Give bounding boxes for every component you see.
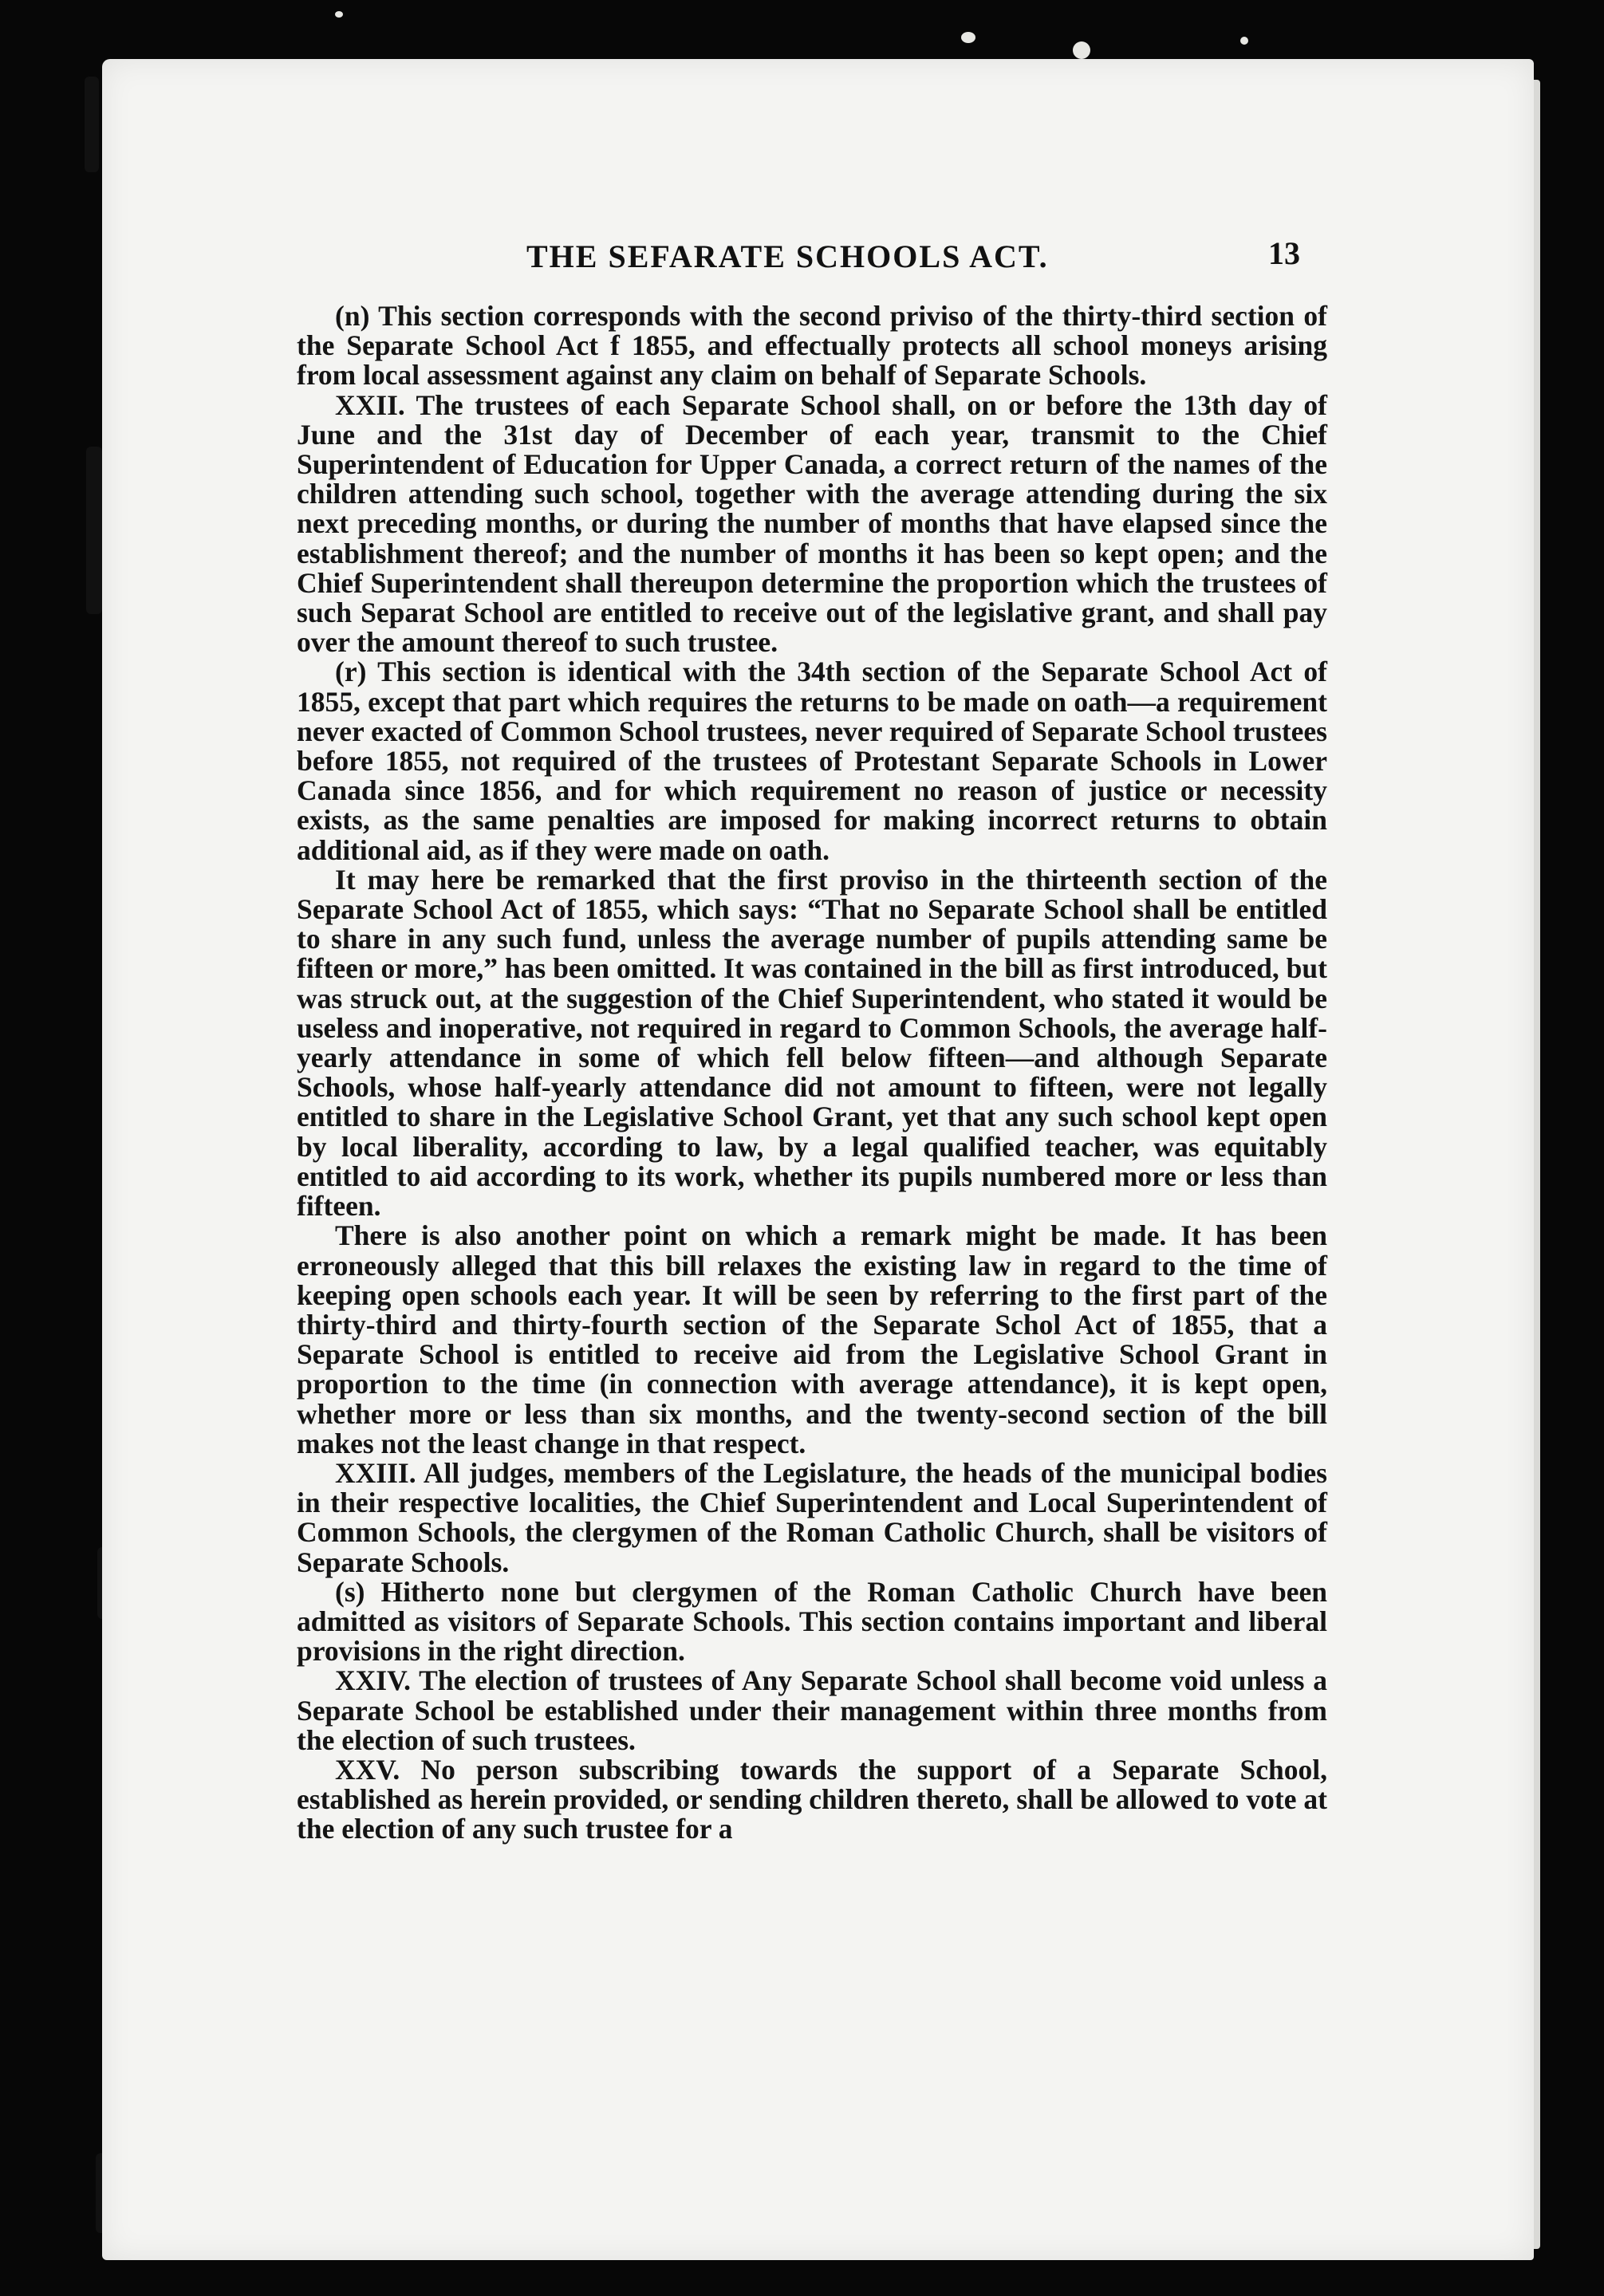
- paragraph-note-r: (r) This section is identical with the 34th section of the Separate School Act of 1855, except that part which requires the returns to be made on oath—a requirement never exacted of Common School trustees, never required of Separate School trustees before 1855, not required of the trustees of Protestant Separate Schools in Lower Canada since 1856, and for which requirement no reason of justice or necessity exists, as the same penalties are imposed for making incorrect returns to obtain additional aid, as if they were made on oath.: [297, 656, 1327, 866]
- paragraph-section-xxv: XXV. No person subscribing towards the support of a Separate School, established as herein provided, or sending children thereto, shall be allowed to vote at the election of any such trustee for a: [297, 1753, 1327, 1845]
- page-number: 13: [1268, 235, 1300, 271]
- page-header: [0, 235, 1604, 286]
- paragraph-section-xxii: XXII. The trustees of each Separate School shall, on or before the 13th day of June and the 31st day of December of each year, transmit to the Chief Superintendent of Education for Upper Canada, a correct return of the names of the children attending such school, together with the average attending during the six next preceding months, or during the number of months that have elapsed since the establishment thereof; and the number of months it has been so kept open; and the Chief Superintendent shall thereupon determine the proportion which the trustees of such Separat School are entitled to receive out of the legislative grant, and shall pay over the amount thereof to such trustee.: [297, 388, 1327, 659]
- binding-shadow: [85, 77, 99, 172]
- scan-speck: [1073, 41, 1090, 59]
- paragraph-remark-proviso: It may here be remarked that the first proviso in the thirteenth section of the Separate School Act of 1855, which says: “That no Separate School shall be entitled to share in any such fund, unless the average number of pupils attending same be fifteen or more,” has been omitted. It was contained in the bill as first introduced, but was struck out, at the suggestion of the Chief Superintendent, who stated it would be useless and inoperative, not required in regard to Common Schools, the average half-yearly attendance in some of which fell below fifteen—and although Separate Schools, whose half-yearly attendance did not amount to fifteen, were not legally entitled to share in the Legislative School Grant, yet that any such school kept open by local liberality, according to law, by a legal qualified teacher, was equitably entitled to aid according to its work, whether its pupils numbered more or less than fifteen.: [297, 863, 1327, 1223]
- scan-speck: [1240, 37, 1248, 45]
- paragraph-note-n: (n) This section corresponds with the second priviso of the thirty-third section of the Separate School Act f 1855, and effectually protects all school moneys arising from local assessment against any claim on behalf of Separate Schools.: [297, 300, 1327, 392]
- scan-speck: [335, 11, 343, 18]
- body-text: [297, 301, 1327, 1845]
- paragraph-note-s: (s) Hitherto none but clergymen of the Roman Catholic Church have been admitted as visitors of Separate Schools. This section contains important and liberal provisions in the right direction.: [297, 1575, 1327, 1668]
- binding-shadow: [86, 447, 102, 614]
- paragraph-section-xxiv: XXIV. The election of trustees of Any Separate School shall become void unless a Separate School be established under their management within three months from the election of such trustees.: [297, 1664, 1327, 1756]
- paragraph-section-xxiii: XXIII. All judges, members of the Legislature, the heads of the municipal bodies in their respective localities, the Chief Superintendent and Local Superintendent of Common Schools, the clergymen of the Roman Catholic Church, shall be visitors of Separate Schools.: [297, 1456, 1327, 1578]
- running-title: THE SEFARATE SCHOOLS ACT.: [526, 238, 1049, 274]
- paragraph-remark-time: There is also another point on which a remark might be made. It has been erroneously alleged that this bill relaxes the existing law in regard to the time of keeping open schools each year. It will be seen by referring to the first part of the thirty-third and thirty-fourth section of the Separate Schol Act of 1855, that a Separate School is entitled to receive aid from the Legislative School Grant in proportion to the time (in connection with average attendance), it is kept open, whether more or less than six months, and the twenty-second section of the bill makes not the least change in that respect.: [297, 1219, 1327, 1459]
- scan-speck: [961, 32, 975, 43]
